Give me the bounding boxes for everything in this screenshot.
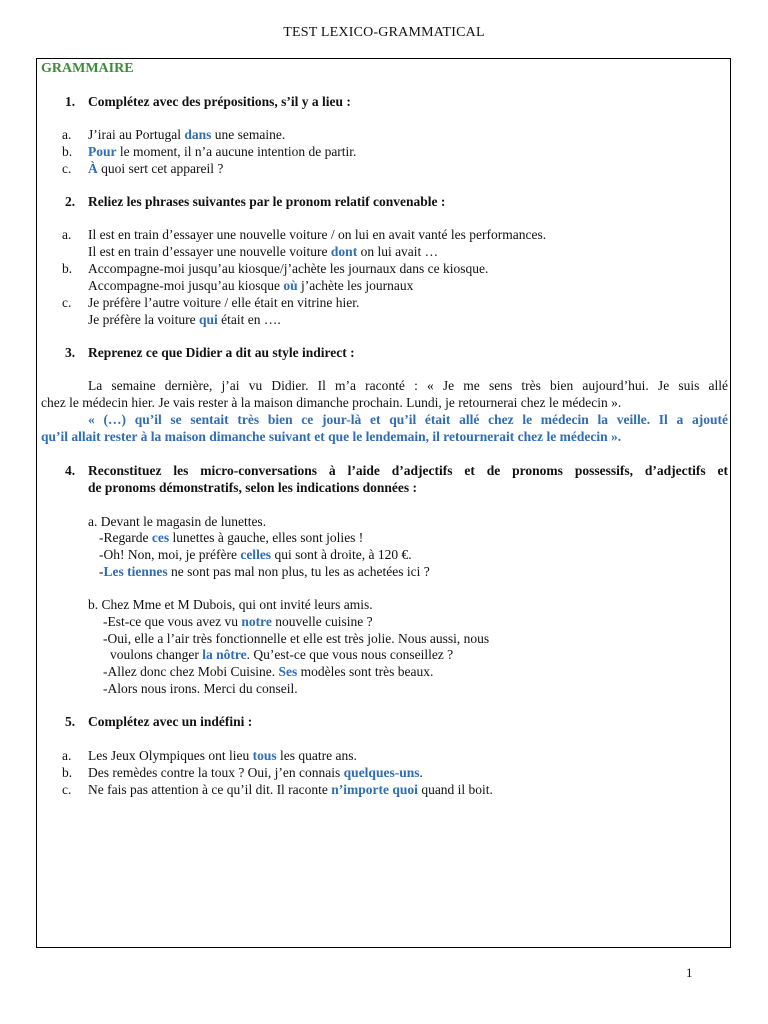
dialogue-line: -Oh! Non, moi, je préfère celles qui sont à droite, à 120 €. <box>99 547 412 562</box>
answer-word: ces <box>151 530 170 545</box>
answer-word: Ses <box>278 664 298 679</box>
section-title: GRAMMAIRE <box>41 61 134 76</box>
item-label: c. <box>62 295 72 310</box>
answer-word: notre <box>241 614 272 629</box>
dialogue-line: -Alors nous irons. Merci du conseil. <box>103 681 298 696</box>
grammar-frame <box>36 58 731 948</box>
question-title: Reconstituez les micro-conversations à l’aide d’adjectifs et de pronoms possessifs, d’adjectifs et <box>88 463 728 478</box>
item-label: c. <box>62 782 72 797</box>
answer-line: Accompagne-moi jusqu’au kiosque où j’achète les journaux <box>88 278 414 293</box>
answer-word: dont <box>330 244 358 259</box>
question-title: Reliez les phrases suivantes par le pronom relatif convenable : <box>88 194 446 209</box>
answer-line: À quoi sert cet appareil ? <box>88 161 224 176</box>
answer-line: Des remèdes contre la toux ? Oui, j’en connais quelques-uns. <box>88 765 423 780</box>
answer-line: Les Jeux Olympiques ont lieu tous les quatre ans. <box>88 748 357 763</box>
question-title: Reprenez ce que Didier a dit au style indirect : <box>88 345 355 360</box>
dialogue-line: -Est-ce que vous avez vu notre nouvelle cuisine ? <box>103 614 373 629</box>
answer-line: Pour le moment, il n’a aucune intention de partir. <box>88 144 357 159</box>
question-title: Complétez avec des prépositions, s’il y a lieu : <box>88 94 351 109</box>
answer-word: À <box>88 161 98 176</box>
answer-word: quelques-uns <box>343 765 420 780</box>
item-label: c. <box>62 161 72 176</box>
item-label: b. <box>62 261 73 276</box>
answer-word: dans <box>184 127 212 142</box>
answer-line: Je préfère la voiture qui était en …. <box>88 312 281 327</box>
dialogue-line: -Les tiennes ne sont pas mal non plus, tu les as achetées ici ? <box>99 564 430 579</box>
answer-line: J’irai au Portugal dans une semaine. <box>88 127 286 142</box>
item-label: a. <box>62 748 72 763</box>
item-label: b. <box>62 144 73 159</box>
dialogue-line: -Oui, elle a l’air très fonctionnelle et elle est très jolie. Nous aussi, nous <box>103 631 490 646</box>
prompt-line: Je préfère l’autre voiture / elle était en vitrine hier. <box>88 295 360 310</box>
question-number: 3. <box>65 345 76 360</box>
dialogue-line: -Regarde ces lunettes à gauche, elles sont jolies ! <box>99 530 364 545</box>
question-number: 4. <box>65 463 76 478</box>
paragraph-line: La semaine dernière, j’ai vu Didier. Il m’a raconté : « Je me sens très bien aujourd’hui. Je suis allé <box>88 378 728 393</box>
question-number: 1. <box>65 94 76 109</box>
page-number: 1 <box>686 965 693 980</box>
answer-word: tous <box>252 748 277 763</box>
question-title-continued: de pronoms démonstratifs, selon les indications données : <box>88 480 418 495</box>
item-label: b. <box>62 765 73 780</box>
prompt-line: Il est en train d’essayer une nouvelle voiture / on lui en avait vanté les performances. <box>88 227 547 242</box>
prompt-line: Accompagne-moi jusqu’au kiosque/j’achète les journaux dans ce kiosque. <box>88 261 489 276</box>
question-title: Complétez avec un indéfini : <box>88 714 253 729</box>
answer-word: Pour <box>88 144 117 159</box>
answer-word: n’importe quoi <box>331 782 418 797</box>
dialogue-line: voulons changer la nôtre. Qu’est-ce que vous nous conseillez ? <box>110 647 454 662</box>
question-number: 2. <box>65 194 76 209</box>
item-label: a. <box>62 227 72 242</box>
dialogue-intro: b. Chez Mme et M Dubois, qui ont invité leurs amis. <box>88 597 373 612</box>
dialogue-line: -Allez donc chez Mobi Cuisine. Ses modèles sont très beaux. <box>103 664 434 679</box>
question-number: 5. <box>65 714 76 729</box>
document-title: TEST LEXICO-GRAMMATICAL <box>283 25 485 40</box>
answer-line: Il est en train d’essayer une nouvelle voiture dont on lui avait … <box>88 244 439 259</box>
item-label: a. <box>62 127 72 142</box>
answer-word: qui <box>198 312 218 327</box>
answer-word: celles <box>240 547 272 562</box>
dialogue-intro: a. Devant le magasin de lunettes. <box>88 514 267 529</box>
answer-line: Ne fais pas attention à ce qu’il dit. Il raconte n’importe quoi quand il boit. <box>88 782 493 797</box>
answer-word: la nôtre <box>202 647 247 662</box>
answer-paragraph-line: qu’il allait rester à la maison dimanche suivant et que le lendemain, il retournerait chez le médecin ». <box>41 429 622 444</box>
answer-word: où <box>283 278 298 293</box>
paragraph-line: chez le médecin hier. Je vais rester à la maison dimanche prochain. Lundi, je retournerai chez le médecin ». <box>41 395 622 410</box>
answer-word: Les tiennes <box>103 564 168 579</box>
answer-paragraph-line: « (…) qu’il se sentait très bien ce jour-là et qu’il était allé chez le médecin la veille. Il a ajouté <box>88 412 728 427</box>
